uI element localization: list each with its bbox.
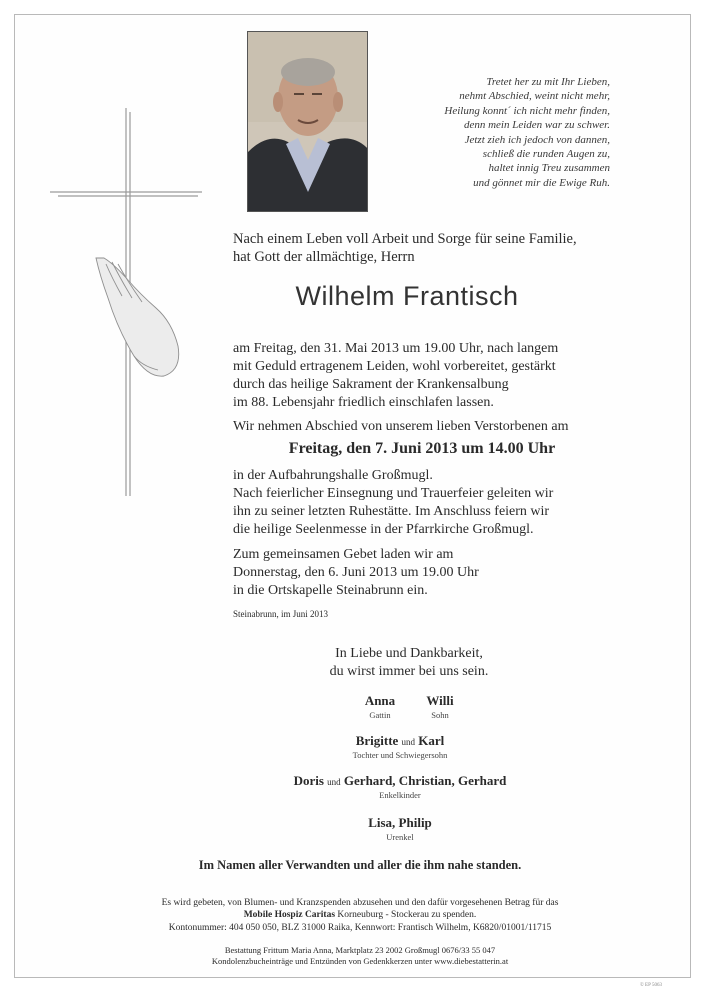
family-group-children: [200, 733, 600, 760]
member-relation: Urenkel: [386, 832, 414, 842]
poem-line: schließ die runden Augen zu,: [482, 148, 610, 161]
prayer-line: in die Ortskapelle Steinabrunn ein.: [233, 583, 428, 598]
death-line: durch das heilige Sakrament der Krankensalbung: [233, 377, 509, 392]
member-name: Willi: [426, 693, 454, 708]
family-member-willi: [400, 693, 480, 720]
member-name: Anna: [364, 693, 396, 708]
donation-line: Mobile Hospiz Caritas Korneuburg - Stockerau zu spenden.: [243, 910, 477, 921]
all-relatives-line: Im Namen aller Verwandten und aller die ihm nahe standen.: [198, 858, 522, 872]
member-relation: Gattin: [369, 710, 391, 720]
poem-line: Heilung konnt´ ich nicht mehr finden,: [444, 104, 610, 117]
conjunction: und: [327, 777, 341, 787]
member-name: Lisa, Philip: [368, 815, 432, 830]
death-line: am Freitag, den 31. Mai 2013 um 19.00 Uhr, nach langem: [233, 341, 559, 356]
intro-text: [233, 230, 577, 266]
death-line: im 88. Lebensjahr friedlich einschlafen lassen.: [233, 395, 494, 410]
prayer-line: Donnerstag, den 6. Juni 2013 um 19.00 Uhr: [233, 565, 479, 580]
donation-note: [100, 897, 620, 934]
poem-line: und gönnet mir die Ewige Ruh.: [473, 176, 610, 189]
closing-line: In Liebe und Dankbarkeit,: [335, 646, 483, 661]
poem-line: nehmt Abschied, weint nicht mehr,: [459, 90, 610, 103]
family-group-grandchildren: [200, 773, 600, 800]
poem-line: haltet innig Treu zusammen: [488, 162, 610, 175]
poem-line: denn mein Leiden war zu schwer.: [463, 119, 610, 132]
ceremony-line: Nach feierlicher Einsegnung und Trauerfeier geleiten wir: [233, 486, 554, 501]
closing-text: [233, 645, 585, 681]
conjunction: und: [401, 737, 416, 747]
cross-with-praying-hands-icon: [48, 108, 208, 505]
poem: [395, 75, 610, 190]
prayer-text: [233, 546, 479, 600]
family-group-great-grandchildren: [200, 815, 600, 842]
death-text: [233, 340, 558, 412]
footer-line: Bestattung Frittum Maria Anna, Marktplatz 23 2002 Großmugl 0676/33 55 047: [224, 945, 496, 955]
poem-line: Tretet her zu mit Ihr Lieben,: [486, 76, 610, 88]
ceremony-line: ihn zu seiner letzten Ruhestätte. Im Anschluss feiern wir: [233, 504, 550, 519]
donation-line: Es wird gebeten, von Blumen- und Kranzspenden abzusehen und den dafür vorgesehenen Betrag für das: [161, 898, 559, 908]
intro-line: Nach einem Leben voll Arbeit und Sorge für seine Familie,: [233, 231, 577, 247]
member-relation: Tochter und Schwiegersohn: [352, 750, 448, 760]
portrait-photo: [247, 31, 368, 212]
ceremony-line: in der Aufbahrungshalle Großmugl.: [233, 468, 433, 483]
footer: [100, 945, 620, 967]
poem-line: Jetzt zieh ich jedoch von dannen,: [464, 133, 610, 146]
member-name: Brigitte: [355, 733, 399, 748]
member-relation: Sohn: [431, 710, 449, 720]
ceremony-text: [233, 467, 553, 539]
member-name: Doris: [293, 773, 324, 788]
charity-name: Mobile Hospiz Caritas: [243, 910, 336, 921]
donation-line: Kontonummer: 404 050 050, BLZ 31000 Raika, Kennwort: Frantisch Wilhelm, K6820/01001/11715: [168, 922, 552, 933]
member-name: Gerhard, Christian, Gerhard: [343, 773, 507, 788]
funeral-date: Freitag, den 7. Juni 2013 um 14.00 Uhr: [288, 440, 556, 457]
place-date: Steinabrunn, im Juni 2013: [233, 609, 328, 619]
deceased-name: Wilhelm Frantisch: [295, 281, 519, 311]
intro-line: hat Gott der allmächtige, Herrn: [233, 249, 415, 265]
member-relation: Enkelkinder: [379, 790, 421, 800]
member-name: Karl: [418, 733, 445, 748]
footer-line: Kondolenzbucheinträge und Entzünden von Gedenkkerzen unter www.diebestatterin.at: [211, 956, 509, 966]
farewell-line: Wir nehmen Abschied von unserem lieben Verstorbenen am: [233, 419, 569, 434]
closing-line: du wirst immer bei uns sein.: [329, 664, 489, 679]
prayer-line: Zum gemeinsamen Gebet laden wir am: [233, 547, 454, 562]
death-line: mit Geduld ertragenem Leiden, wohl vorbereitet, gestärkt: [233, 359, 556, 374]
ceremony-line: die heilige Seelenmesse in der Pfarrkirche Großmugl.: [233, 522, 534, 537]
document-code: © EP 5063: [640, 983, 662, 988]
